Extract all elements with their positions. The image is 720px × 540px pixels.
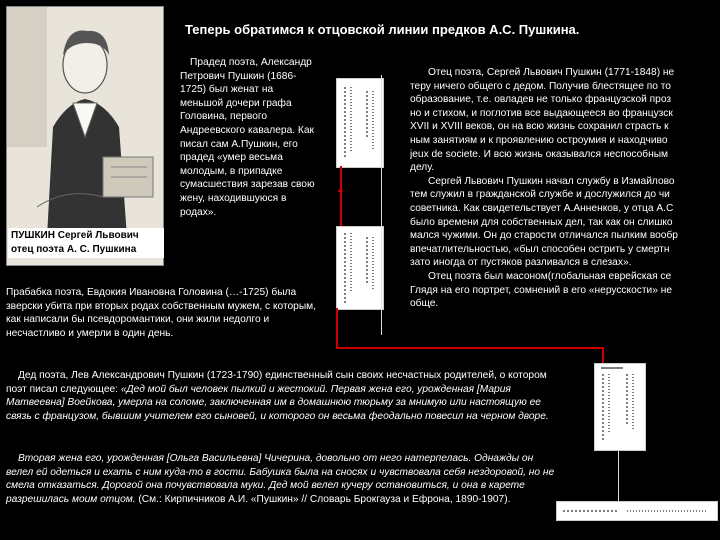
tree-box-lines	[595, 364, 645, 450]
portrait-caption	[8, 228, 164, 258]
tree-box-lines	[337, 79, 383, 167]
otec-line: зато иногда от пустяков разливался в слезах».	[410, 257, 632, 269]
ded-normal: Дед поэта, Лев Александрович Пушкин (1723-1790) единственный сын своих несчастных родителей, о котором поэт писал следующее:	[6, 370, 547, 395]
otec-line: XVII и XVIII веков, он на всю жизнь сохранил страсть к	[410, 121, 669, 133]
portrait-image	[6, 6, 164, 266]
otec-line: теру ничего общего с дедом. Получив блестящее по то	[410, 80, 671, 92]
otec-line: впечатлительностью, «был способен острить у смертн	[410, 243, 670, 255]
otec-line: jeux de societe. И всю жизнь оказывался неспособным	[410, 148, 669, 160]
caption-role: отец поэта А. С. Пушкина	[11, 244, 137, 255]
tree-connector	[381, 75, 382, 335]
otec-text	[410, 66, 720, 311]
portrait-drawing	[7, 7, 163, 265]
otec-line: обще.	[410, 298, 439, 310]
ded2-source: (См.: Кирпичников А.И. «Пушкин» // Словарь Брокгауза и Ефрона, 1890-1907).	[135, 493, 511, 505]
ded-text	[6, 369, 562, 423]
ded-quote: «Дед мой был человек пылкий и жестокий. Первая жена его, урожденная [Мария Матвеевна] Воейкова, умерла на соломе, заключенная им в домашнюю тюрьму за мнимую или настоящую ее связь с французом, бывшим учителем его сыновей, и которого он весьма феодально повесил на черном дворе.	[6, 383, 549, 422]
otec-line: делу.	[410, 162, 435, 174]
tree-box-praded	[336, 78, 384, 168]
otec-line: образование, т.е. овладев не только французской проз	[410, 94, 672, 106]
otec-line: ным занятиям и к проявлению остроумия и находчиво	[410, 134, 668, 146]
ded2-quote: Вторая жена его, урожденная [Ольга Васильевна] Чичерина, довольно от него натерпелась. Однажды он велел ей одеться и ехать с ним куда-то в гости. Бабушка была на сносях и чувствовала себя нездоровой, но не смела отказаться. Дорогой она почувствовала муки. Дед мой велел кучеру остановиться, и она в карете разрешилась моим отцом.	[6, 453, 555, 505]
otec-line: советника. Как свидетельствует А.Анненков, у отца А.С	[410, 202, 674, 214]
tree-box-otec	[594, 363, 646, 451]
otec-line: мался чужими. Он до старости отличался пылким вообр	[410, 230, 678, 242]
otec-line: Отец поэта был масоном(глобальная еврейская се	[428, 270, 672, 282]
otec-line: тем служил в гражданской службе и дослужился до чи	[410, 189, 670, 201]
tree-box-ded	[336, 226, 384, 310]
tree-link-red	[340, 166, 342, 226]
otec-line: Сергей Львович Пушкин начал службу в Измайлово	[428, 175, 675, 187]
otec-line: но и стихом, и поглотив все выдающееся во французск	[410, 107, 673, 119]
otec-line: Глядя на его портрет, сомнений в его «нерусскости» не	[410, 284, 673, 296]
tree-connector	[618, 449, 619, 501]
otec-line: Отец поэта, Сергей Львович Пушкин (1771-1848) не	[428, 67, 675, 78]
praded-text: Прадед поэта, Александр Петрович Пушкин (1686-1725) был женат на меньшой дочери графа Головина, первого Андреевского кавалера. Как писал сам А.Пушкин, его прадед «умер весьма молодым, в припадке сумасшествия зарезав свою жену, находившуюся в родах».	[180, 57, 315, 218]
tree-arrow-icon: ▲	[336, 184, 345, 194]
page-title: Теперь обратимся к отцовской линии предков А.С. Пушкина.	[185, 22, 580, 37]
tree-link-red	[336, 347, 604, 349]
ded2-text	[6, 452, 556, 506]
tree-box-lines	[337, 227, 383, 309]
tree-link-red	[602, 347, 604, 363]
caption-name: ПУШКИН Сергей Львович	[11, 230, 139, 241]
tree-box-lines	[557, 502, 717, 520]
tree-box-poet	[556, 501, 718, 521]
tree-link-red	[336, 308, 338, 348]
prababka-text: Прабабка поэта, Евдокия Ивановна Головина (…-1725) была зверски убита при вторых родах собственным мужем, с которым, как написали бы псевдоромантики, они жили недолго и несчастливо и умерли в один день.	[6, 287, 316, 339]
otec-line: было времени для собственных дел, так как он слишко	[410, 216, 673, 228]
